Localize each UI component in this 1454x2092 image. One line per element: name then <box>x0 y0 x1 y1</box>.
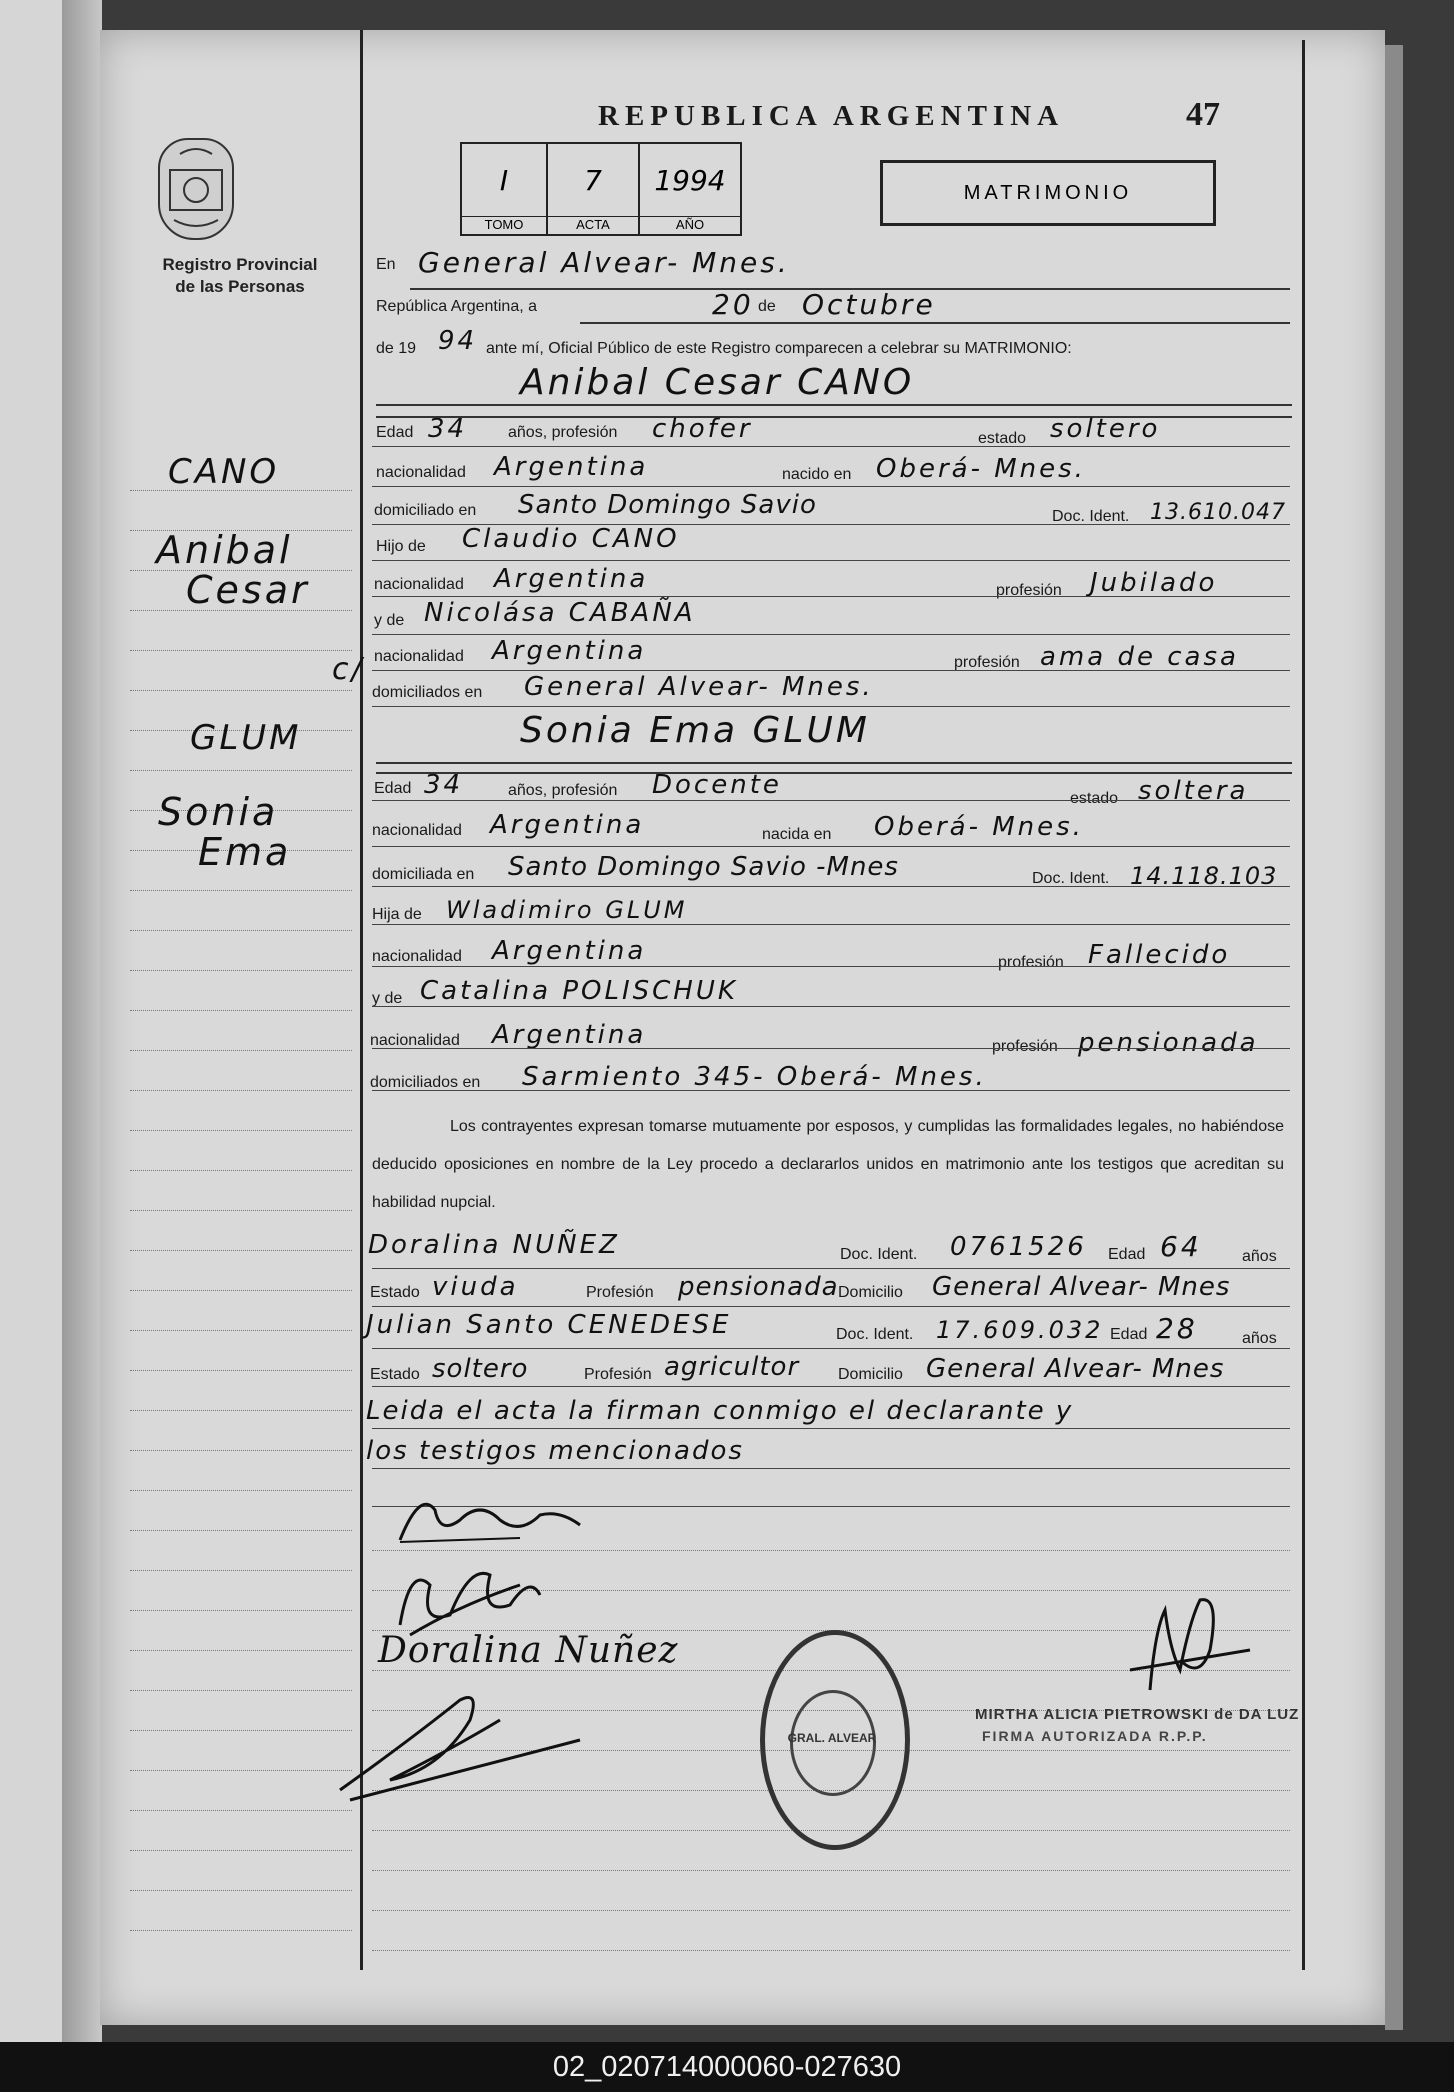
groom-parents-address: General Alvear- Mnes. <box>524 672 874 702</box>
sidebar-groom-surname: CANO <box>168 452 280 492</box>
acta-cell <box>548 144 640 234</box>
tomo-value: I <box>499 164 509 197</box>
signature-witness1: Doralina Nuñez <box>378 1630 679 1671</box>
label-nacionalidad: nacionalidad <box>372 822 462 839</box>
ruled-line <box>130 650 352 651</box>
witness1-age: 64 <box>1160 1230 1202 1263</box>
acta-value: 7 <box>584 164 602 197</box>
tomo-cell <box>462 144 548 234</box>
bride-mother-nationality: Argentina <box>492 1020 647 1050</box>
ruled-line <box>130 1130 352 1131</box>
ruled-line <box>372 524 1290 525</box>
label-de-year: de 19 <box>376 340 417 357</box>
stamp-text: GRAL. ALVEAR <box>787 1731 877 1745</box>
label-domicilio: Domicilio <box>838 1284 903 1301</box>
bride-parents-address: Sarmiento 345- Oberá- Mnes. <box>522 1062 987 1092</box>
registry-name: Registro Provincial de las Personas <box>162 255 318 296</box>
label-profesion: profesión <box>996 582 1062 599</box>
label-profesion-cap: Profesión <box>584 1366 652 1383</box>
record-box <box>460 142 742 236</box>
fill-line <box>580 322 1290 324</box>
ruled-line <box>130 1770 352 1771</box>
page-edge <box>1385 45 1403 2030</box>
label-profesion: profesión <box>954 654 1020 671</box>
label-nacionalidad: nacionalidad <box>372 948 462 965</box>
label-nacionalidad: nacionalidad <box>374 576 464 593</box>
tomo-label: TOMO <box>462 216 546 232</box>
ruled-line <box>130 1650 352 1651</box>
groom-profession: chofer <box>652 414 753 444</box>
witness2-name: Julian Santo CENEDESE <box>366 1310 732 1340</box>
ruled-line <box>130 1850 352 1851</box>
book-spine <box>62 0 102 2042</box>
label-profesion-cap: Profesión <box>586 1284 654 1301</box>
groom-father: Claudio CANO <box>462 524 680 554</box>
ruled-line <box>130 1410 352 1411</box>
act-place: General Alvear- Mnes. <box>418 246 790 279</box>
groom-full-name: Anibal Cesar CANO <box>520 362 915 403</box>
groom-age: 34 <box>428 414 468 444</box>
bride-mother-profession: pensionada <box>1078 1028 1259 1058</box>
ruled-line <box>130 1810 352 1811</box>
sidebar-bride-surname: GLUM <box>190 718 302 758</box>
ruled-line <box>130 1730 352 1731</box>
closing-line-2: los testigos mencionados <box>366 1436 744 1466</box>
scan-id-footer: 02_020714000060-027630 <box>0 2042 1454 2092</box>
label-doc-ident: Doc. Ident. <box>1032 870 1110 887</box>
ruled-line <box>130 890 352 891</box>
label-doc-ident: Doc. Ident. <box>1052 508 1130 525</box>
label-domiciliados: domiciliados en <box>372 684 483 701</box>
groom-father-nationality: Argentina <box>494 564 649 594</box>
act-day: 20 <box>712 288 754 321</box>
provincial-seal-icon <box>158 138 234 240</box>
witness1-status: viuda <box>432 1272 519 1302</box>
bride-father: Wladimiro GLUM <box>446 896 688 924</box>
ruled-line <box>372 560 1290 561</box>
ruled-line <box>372 634 1290 635</box>
witness1-address: General Alvear- Mnes <box>932 1272 1231 1302</box>
label-estado: estado <box>978 430 1027 447</box>
ruled-line <box>130 690 352 691</box>
groom-address: Santo Domingo Savio <box>518 490 817 520</box>
label-nacida-en: nacida en <box>762 826 832 843</box>
bride-father-nationality: Argentina <box>492 936 647 966</box>
column-rule <box>360 30 363 1970</box>
bride-status: soltera <box>1138 776 1249 806</box>
sidebar-connector: c/ <box>332 652 365 687</box>
act-month: Octubre <box>802 288 936 321</box>
ruled-line <box>130 1570 352 1571</box>
bride-profession: Docente <box>652 770 782 800</box>
label-domiciliados: domiciliados en <box>370 1074 481 1091</box>
ruled-line <box>130 1450 352 1451</box>
declaration-text: Los contrayentes expresan tomarse mutuamente por esposos, y cumplidas las formalidades legales, no habiéndose deducido oposiciones en nombre de la Ley procedo a declararlos unidos en matrimonio ante los testigos que acreditan su habilidad nupcial. <box>372 1118 1284 1211</box>
witness2-address: General Alvear- Mnes <box>926 1354 1225 1384</box>
groom-mother-nationality: Argentina <box>492 636 647 666</box>
ruled-line <box>372 446 1290 447</box>
label-hija-de: Hija de <box>372 906 422 923</box>
country-title: REPUBLICA ARGENTINA <box>598 100 1065 132</box>
label-estado-cap: Estado <box>370 1284 420 1301</box>
sidebar-bride-name2: Ema <box>198 830 292 874</box>
sidebar-groom-name2: Cesar <box>186 568 310 612</box>
bride-age: 34 <box>424 770 464 800</box>
groom-father-profession: Jubilado <box>1090 568 1218 598</box>
bride-address: Santo Domingo Savio -Mnes <box>508 852 899 882</box>
bride-full-name: Sonia Ema GLUM <box>520 710 870 751</box>
label-edad: Edad <box>374 780 412 797</box>
label-edad-short: Edad <box>1108 1246 1146 1263</box>
ruled-line <box>130 1170 352 1171</box>
ruled-line <box>372 596 1290 597</box>
label-domiciliada: domiciliada en <box>372 866 475 883</box>
label-domicilio: Domicilio <box>838 1366 903 1383</box>
label-doc-ident: Doc. Ident. <box>840 1246 918 1263</box>
ruled-line <box>130 1290 352 1291</box>
witness2-profession: agricultor <box>664 1352 800 1382</box>
label-edad-short: Edad <box>1110 1326 1148 1343</box>
label-nacido-en: nacido en <box>782 466 852 483</box>
ruled-line <box>372 886 1290 887</box>
label-profesion: profesión <box>992 1038 1058 1055</box>
signature-official <box>1110 1590 1260 1710</box>
ruled-line <box>130 1690 352 1691</box>
ruled-line <box>372 1306 1290 1307</box>
record-type-box: MATRIMONIO <box>880 160 1216 226</box>
label-en: En <box>376 256 396 273</box>
label-estado-cap: Estado <box>370 1366 420 1383</box>
ruled-line <box>130 930 352 931</box>
ruled-line <box>130 1250 352 1251</box>
sidebar-bride-name1: Sonia <box>158 790 279 834</box>
ruled-line <box>130 1610 352 1611</box>
witness1-doc: 0761526 <box>950 1232 1087 1262</box>
witness2-doc: 17.609.032 <box>936 1316 1104 1344</box>
ruled-line <box>130 1050 352 1051</box>
ruled-line <box>372 1468 1290 1469</box>
ruled-line <box>372 1870 1290 1871</box>
label-de: de <box>758 298 776 315</box>
ruled-line <box>372 486 1290 487</box>
ruled-line <box>130 1210 352 1211</box>
ruled-line <box>372 800 1290 801</box>
ruled-line <box>372 1048 1290 1049</box>
groom-mother: Nicolása CABAÑA <box>424 598 696 628</box>
ano-value: 1994 <box>654 164 726 197</box>
right-margin-rule <box>1302 40 1305 1970</box>
page-number: 47 <box>1186 96 1220 133</box>
ruled-line <box>130 1530 352 1531</box>
ruled-line <box>372 1386 1290 1387</box>
witness2-status: soltero <box>432 1354 529 1384</box>
bride-nationality: Argentina <box>490 810 645 840</box>
ruled-line <box>372 1428 1290 1429</box>
label-profesion: profesión <box>998 954 1064 971</box>
sidebar-groom-name1: Anibal <box>156 528 293 572</box>
bride-doc: 14.118.103 <box>1130 862 1278 890</box>
fill-line <box>376 762 1292 764</box>
ruled-line <box>130 1330 352 1331</box>
ruled-line <box>130 770 352 771</box>
ruled-line <box>372 966 1290 967</box>
fill-line <box>376 404 1292 406</box>
groom-doc: 13.610.047 <box>1150 500 1286 525</box>
bride-mother: Catalina POLISCHUK <box>420 976 738 1006</box>
label-y-de: y de <box>372 990 403 1007</box>
bride-father-profession: Fallecido <box>1088 940 1231 970</box>
witness1-name: Doralina NUÑEZ <box>368 1230 620 1260</box>
label-anos: años <box>1242 1248 1277 1265</box>
intro-text: ante mí, Oficial Público de este Registro comparecen a celebrar su MATRIMONIO: <box>486 340 1072 357</box>
ruled-line <box>372 1910 1290 1911</box>
groom-birthplace: Oberá- Mnes. <box>876 454 1086 484</box>
label-doc-ident: Doc. Ident. <box>836 1326 914 1343</box>
label-republica: República Argentina, a <box>376 298 537 315</box>
signature-witness2 <box>330 1680 590 1810</box>
label-anos-profesion: años, profesión <box>508 424 618 441</box>
ruled-line <box>372 670 1290 671</box>
label-anos: años <box>1242 1330 1277 1347</box>
label-nacionalidad: nacionalidad <box>370 1032 460 1049</box>
ano-label: AÑO <box>640 216 740 232</box>
book-cover-left <box>0 0 65 2042</box>
acta-label: ACTA <box>548 216 638 232</box>
label-domiciliado: domiciliado en <box>374 502 477 519</box>
ruled-line <box>130 1930 352 1931</box>
groom-nationality: Argentina <box>494 452 649 482</box>
ruled-line <box>372 706 1290 707</box>
label-anos-profesion: años, profesión <box>508 782 618 799</box>
witness1-profession: pensionada <box>678 1272 839 1302</box>
ruled-line <box>372 924 1290 925</box>
groom-status: soltero <box>1050 414 1161 444</box>
ruled-line <box>130 1010 352 1011</box>
witness2-age: 28 <box>1156 1312 1198 1345</box>
ruled-line <box>130 1370 352 1371</box>
act-year: 94 <box>438 326 478 356</box>
ruled-line <box>372 846 1290 847</box>
label-estado: estado <box>1070 790 1119 807</box>
fill-line <box>376 772 1292 774</box>
ano-cell <box>640 144 740 234</box>
official-title: FIRMA AUTORIZADA R.P.P. <box>982 1728 1208 1744</box>
label-nacionalidad: nacionalidad <box>376 464 466 481</box>
ruled-line <box>372 1006 1290 1007</box>
ruled-line <box>130 970 352 971</box>
groom-mother-profession: ama de casa <box>1040 642 1239 672</box>
ruled-line <box>130 1090 352 1091</box>
ruled-line <box>130 1890 352 1891</box>
label-nacionalidad: nacionalidad <box>374 648 464 665</box>
label-y-de: y de <box>374 612 405 629</box>
ruled-line <box>372 1348 1290 1349</box>
closing-line-1: Leida el acta la firman conmigo el declarante y <box>366 1396 1074 1426</box>
label-hijo-de: Hijo de <box>376 538 426 555</box>
ruled-line <box>130 1490 352 1491</box>
label-edad: Edad <box>376 424 414 441</box>
bride-birthplace: Oberá- Mnes. <box>874 812 1084 842</box>
official-name: MIRTHA ALICIA PIETROWSKI de DA LUZ <box>975 1706 1300 1723</box>
ruled-line <box>372 1090 1290 1091</box>
ruled-line <box>372 1950 1290 1951</box>
ruled-line <box>372 1268 1290 1269</box>
official-stamp <box>760 1630 910 1850</box>
